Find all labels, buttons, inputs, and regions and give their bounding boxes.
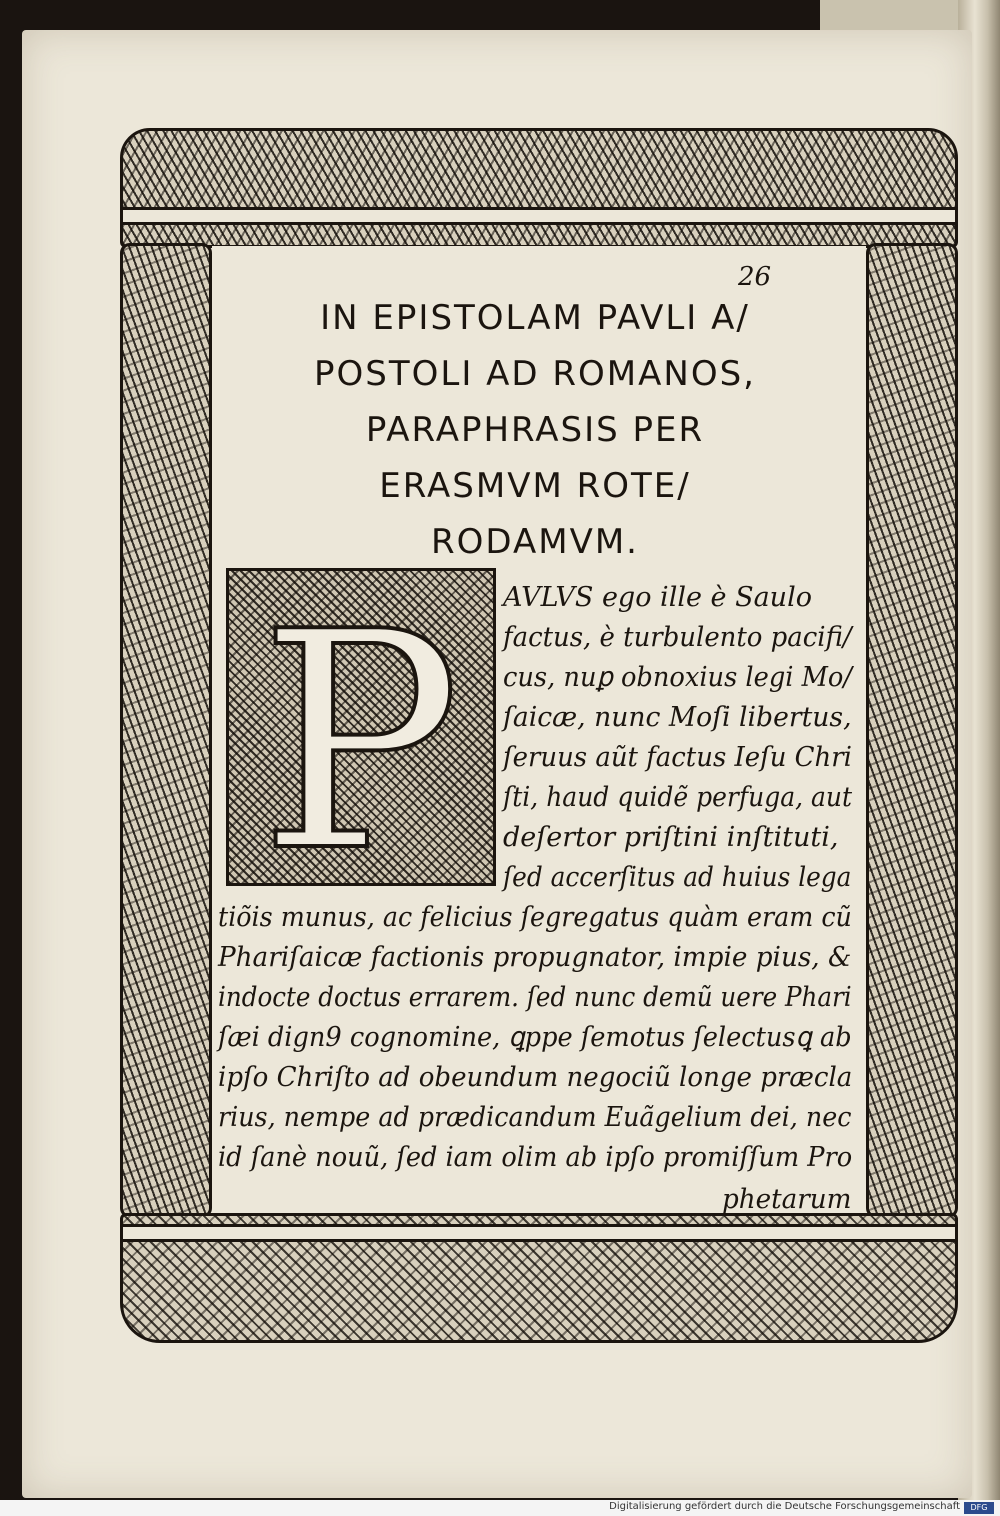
text-line: ſti, haud quidẽ perfuga, aut (503, 782, 853, 813)
text-line: id ſanè nouũ, ſed iam olim ab ipſo promiſſum Pro (218, 1142, 853, 1173)
text-line: ipſo Chriſto ad obeundum negociũ longe præcla (218, 1062, 853, 1093)
title-line: RODAMVM. (431, 522, 639, 562)
text-line: rius, nempe ad prædicandum Euãgelium dei, nec (218, 1102, 852, 1133)
border-right-column (866, 243, 958, 1218)
title-line: ERASMVM ROTE/ (379, 466, 691, 506)
page-title (215, 290, 855, 570)
title-line: IN EPISTOLAM PAVLI A/ (320, 298, 750, 338)
text-line: factus, è turbulento pacifi/ (503, 622, 852, 653)
border-left-column (120, 243, 212, 1218)
text-line: ſaicæ, nunc Moſi libertus, (503, 702, 852, 733)
text-line: Phariſaicæ factionis propugnator, impie pius, & (218, 942, 852, 973)
text-line: ſæi dign9 cognomine, ꝗppe ſemotus ſelectusꝗ ab (218, 1022, 852, 1053)
text-line: tiõis munus, ac felicius ſegregatus quàm eram cũ (218, 902, 852, 933)
title-line: POSTOLI AD ROMANOS, (314, 354, 756, 394)
text-line: cus, nuꝑ obnoxius legi Mo/ (503, 662, 853, 693)
funding-credit: Digitalisierung gefördert durch die Deutsche Forschungsgemeinschaft (609, 1501, 960, 1512)
text-line: indocte doctus errarem. ſed nunc demũ uere Phari (218, 982, 852, 1013)
initial-letter-graphic (229, 571, 493, 883)
folio-number: 26 (738, 262, 772, 292)
catchword: phetarum (722, 1184, 852, 1215)
border-bottom-putti (120, 1213, 958, 1343)
initial-letter: P (259, 571, 461, 883)
dfg-logo: DFG (964, 1502, 994, 1514)
text-line: deſertor priſtini inſtituti, (503, 822, 839, 853)
text-line: ſed accerſitus ad huius lega (503, 862, 852, 893)
text-line: AVLVS ego ille è Saulo (503, 582, 812, 613)
text-line: ſeruus aũt factus Ieſu Chri (503, 742, 852, 773)
digitization-footer (0, 1500, 1000, 1516)
decorated-initial (226, 568, 496, 886)
title-line: PARAPHRASIS PER (365, 410, 705, 450)
border-top-dragons (120, 128, 958, 248)
